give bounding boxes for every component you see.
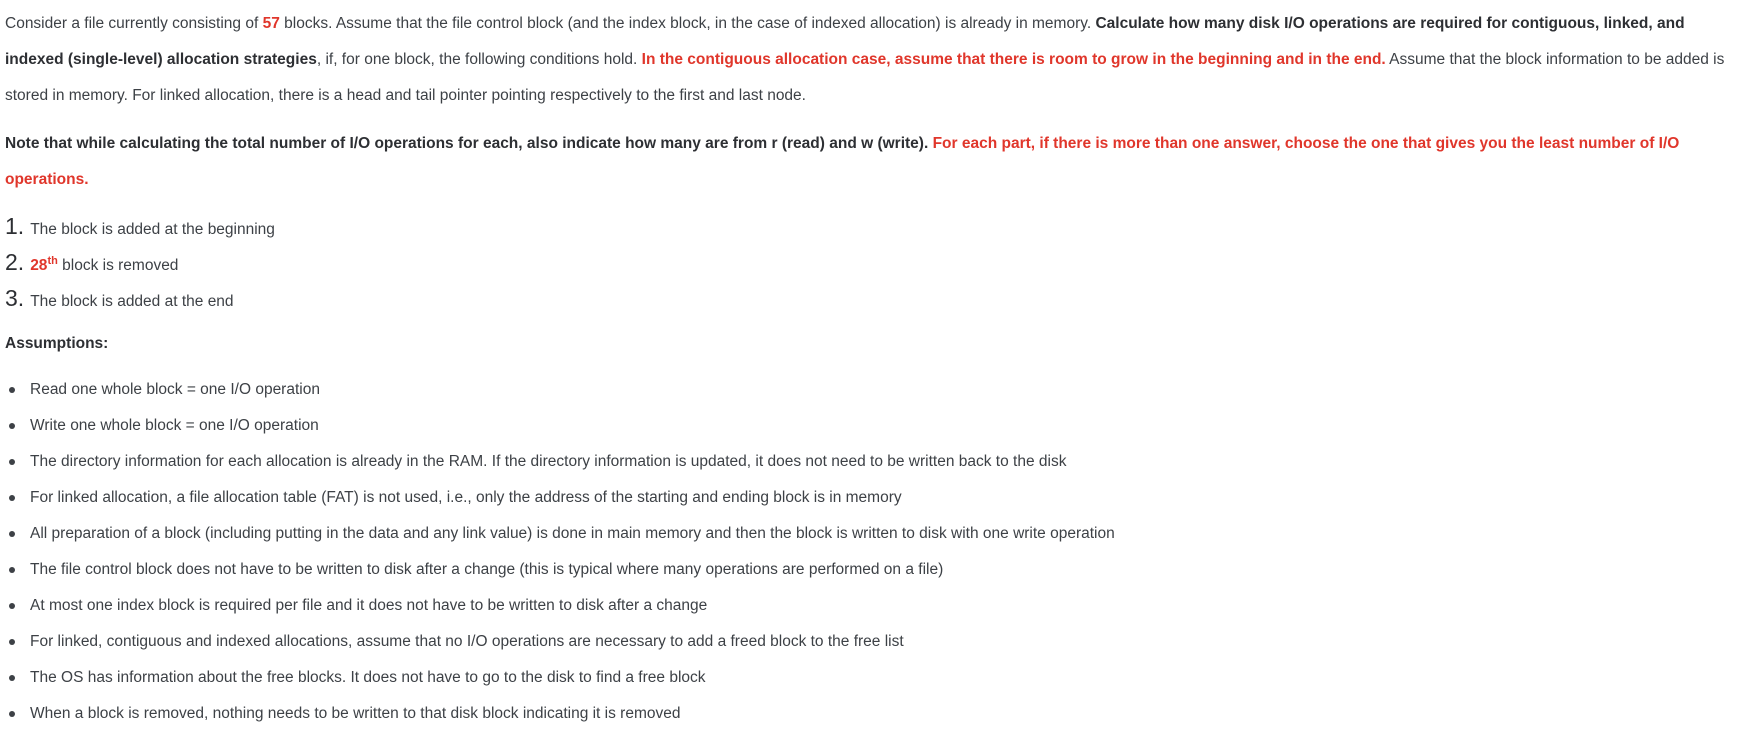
intro-text-1: Consider a file currently consisting of [5, 15, 263, 32]
block-ordinal-number: 28 [30, 257, 48, 274]
bullet-icon [9, 423, 15, 429]
list-item [5, 516, 1739, 552]
task-number: 2. [5, 249, 25, 275]
bullet-icon [9, 603, 15, 609]
list-item [5, 280, 1739, 316]
bullet-icon [9, 495, 15, 501]
intro-text-3: , if, for one block, the following conditions hold. [316, 51, 642, 68]
task-text: block is removed [57, 257, 179, 274]
list-item [5, 588, 1739, 624]
task-list [5, 208, 1739, 316]
bullet-icon [9, 711, 15, 717]
bullet-icon [9, 387, 15, 393]
assumption-text: The directory information for each allocation is already in the RAM. If the directory information is updated, it does not need to be written back to the disk [30, 453, 1067, 470]
assumption-text: Read one whole block = one I/O operation [30, 381, 320, 398]
list-item [5, 552, 1739, 588]
assumption-text: For linked, contiguous and indexed allocations, assume that no I/O operations are necessary to add a freed block to the free list [30, 633, 904, 650]
assumptions-heading: Assumptions: [5, 335, 109, 352]
assumption-text: At most one index block is required per file and it does not have to be written to disk after a change [30, 597, 708, 614]
intro-paragraph [5, 6, 1739, 114]
task-text: The block is added at the end [30, 293, 234, 310]
list-item [5, 624, 1739, 660]
assumption-text: For linked allocation, a file allocation table (FAT) is not used, i.e., only the address of the starting and ending block is in memory [30, 489, 902, 506]
list-item [5, 660, 1739, 696]
list-item [5, 208, 1739, 244]
bullet-icon [9, 639, 15, 645]
bullet-icon [9, 567, 15, 573]
note-bold: Note that while calculating the total number of I/O operations for each, also indicate how many are from r (read) and w (write). [5, 135, 933, 152]
block-ordinal-suffix: th [47, 254, 58, 267]
bullet-icon [9, 675, 15, 681]
note-red: For each part, if there is more than one answer, choose the one that gives you the least number of I/O operations. [5, 135, 1680, 188]
list-item [5, 408, 1739, 444]
assumptions-list [5, 372, 1739, 732]
list-item [5, 244, 1739, 280]
block-ordinal [30, 254, 58, 274]
intro-contiguous-note: In the contiguous allocation case, assume that there is room to grow in the beginning and in the end. [641, 51, 1386, 68]
task-text: The block is added at the beginning [30, 221, 275, 238]
list-item [5, 372, 1739, 408]
note-paragraph [5, 126, 1739, 198]
intro-text-2: blocks. Assume that the file control block (and the index block, in the case of indexed allocation) is already in memory. [279, 15, 1096, 32]
intro-text-4: Assume that the block information to be added is stored in memory. For linked allocation, there is a head and tail pointer pointing respectively to the first and last node. [5, 51, 1725, 104]
bullet-icon [9, 459, 15, 465]
block-count: 57 [262, 15, 280, 32]
assumption-text: The file control block does not have to be written to disk after a change (this is typical where many operations are performed on a file) [30, 561, 944, 578]
list-item [5, 444, 1739, 480]
task-number: 3. [5, 285, 25, 311]
bullet-icon [9, 531, 15, 537]
assumption-text: All preparation of a block (including putting in the data and any link value) is done in main memory and then the block is written to disk with one write operation [30, 525, 1115, 542]
list-item [5, 480, 1739, 516]
intro-task-bold: Calculate how many disk I/O operations are required for contiguous, linked, and indexed (single-level) allocation strategies [5, 15, 1685, 68]
assumption-text: When a block is removed, nothing needs to be written to that disk block indicating it is removed [30, 705, 681, 722]
assumption-text: The OS has information about the free blocks. It does not have to go to the disk to find a free block [30, 669, 706, 686]
task-number: 1. [5, 213, 25, 239]
list-item [5, 696, 1739, 732]
assumption-text: Write one whole block = one I/O operation [30, 417, 319, 434]
